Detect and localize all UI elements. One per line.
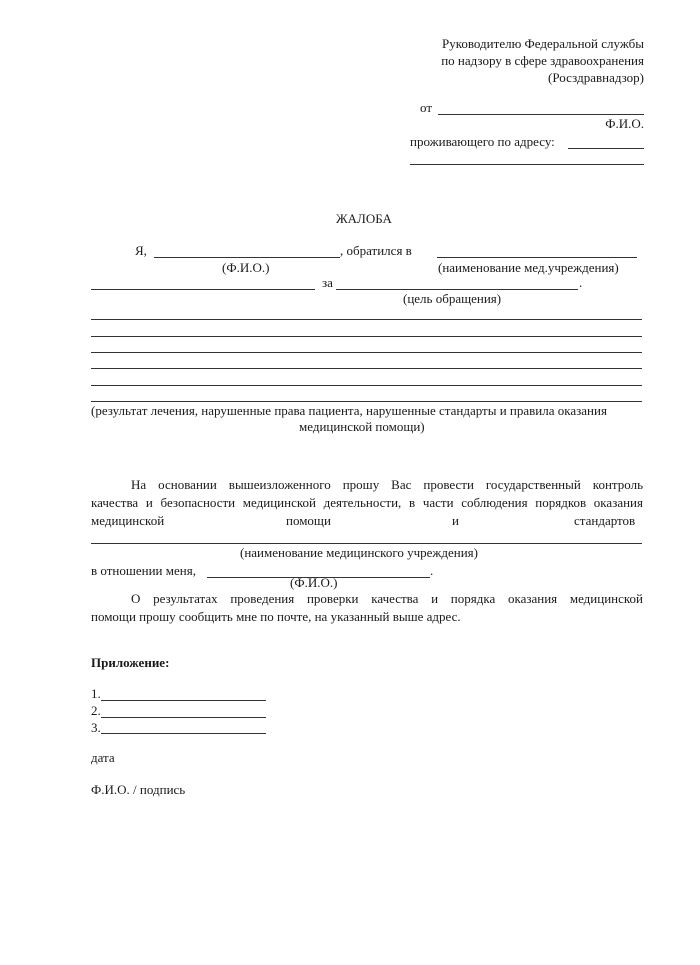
fio-caption: (Ф.И.О.) [222,260,270,275]
signature-label: Ф.И.О. / подпись [91,782,186,797]
institution-blank[interactable] [437,257,637,258]
attachment-blank-1[interactable] [101,700,266,701]
attachment-number-1: 1. [91,686,101,701]
date-blank[interactable] [91,289,315,290]
address-label: проживающего по адресу: [410,134,555,149]
obratilsya-label: , обратился в [340,243,412,258]
request-line-3-word-3: и [452,513,459,528]
from-fio-blank[interactable] [438,114,644,115]
address-blank-2[interactable] [410,164,644,165]
purpose-blank[interactable] [336,289,578,290]
description-line[interactable] [91,368,642,369]
attachment-number-2: 2. [91,703,101,718]
addressee-line-3: (Росздравнадзор) [548,70,644,85]
description-line[interactable] [91,352,642,353]
ya-label: Я, [135,243,147,258]
attachment-blank-2[interactable] [101,717,266,718]
request-line-3-word-4: стандартов [574,513,636,528]
description-line[interactable] [91,336,642,337]
description-line[interactable] [91,319,642,320]
institution-caption-2: (наименование медицинского учреждения) [240,545,478,560]
purpose-caption: (цель обращения) [403,291,502,306]
za-label: за [322,275,333,290]
institution-caption: (наименование мед.учреждения) [438,260,619,275]
request-line-2: качества и безопасности медицинской деятельности, в части соблюдения порядков оказания [91,495,643,510]
description-line[interactable] [91,385,642,386]
address-blank-1[interactable] [568,148,644,149]
date-label: дата [91,750,115,765]
from-label: от [420,100,433,115]
attachment-number-3: 3. [91,720,101,735]
attachments-heading: Приложение: [91,655,170,670]
addressee-line-1: Руководителю Федеральной службы [442,36,644,51]
regarding-label: в отношении меня, [91,563,196,578]
fio-caption-2: (Ф.И.О.) [290,575,338,590]
fio-blank[interactable] [154,257,340,258]
result-caption-line-1: (результат лечения, нарушенные права пациента, нарушенные стандарты и правила оказания [91,403,607,418]
request-line-3-word-2: помощи [286,513,331,528]
result-notice-line-2: помощи прошу сообщить мне по почте, на указанный выше адрес. [91,609,461,624]
period: . [579,275,583,290]
request-line-1: На основании вышеизложенного прошу Вас провести государственный контроль [131,477,643,492]
document-title: ЖАЛОБА [336,211,392,226]
from-fio-caption: Ф.И.О. [605,116,644,131]
result-notice-line-1: О результатах проведения проверки качества и порядка оказания медицинской [131,591,643,606]
result-caption-line-2: медицинской помощи) [299,419,425,434]
addressee-line-2: по надзору в сфере здравоохранения [441,53,644,68]
description-line[interactable] [91,401,642,402]
request-line-3-word-1: медицинской [91,513,165,528]
regarding-period: . [430,563,434,578]
institution-name-blank[interactable] [91,543,642,544]
attachment-blank-3[interactable] [101,733,266,734]
